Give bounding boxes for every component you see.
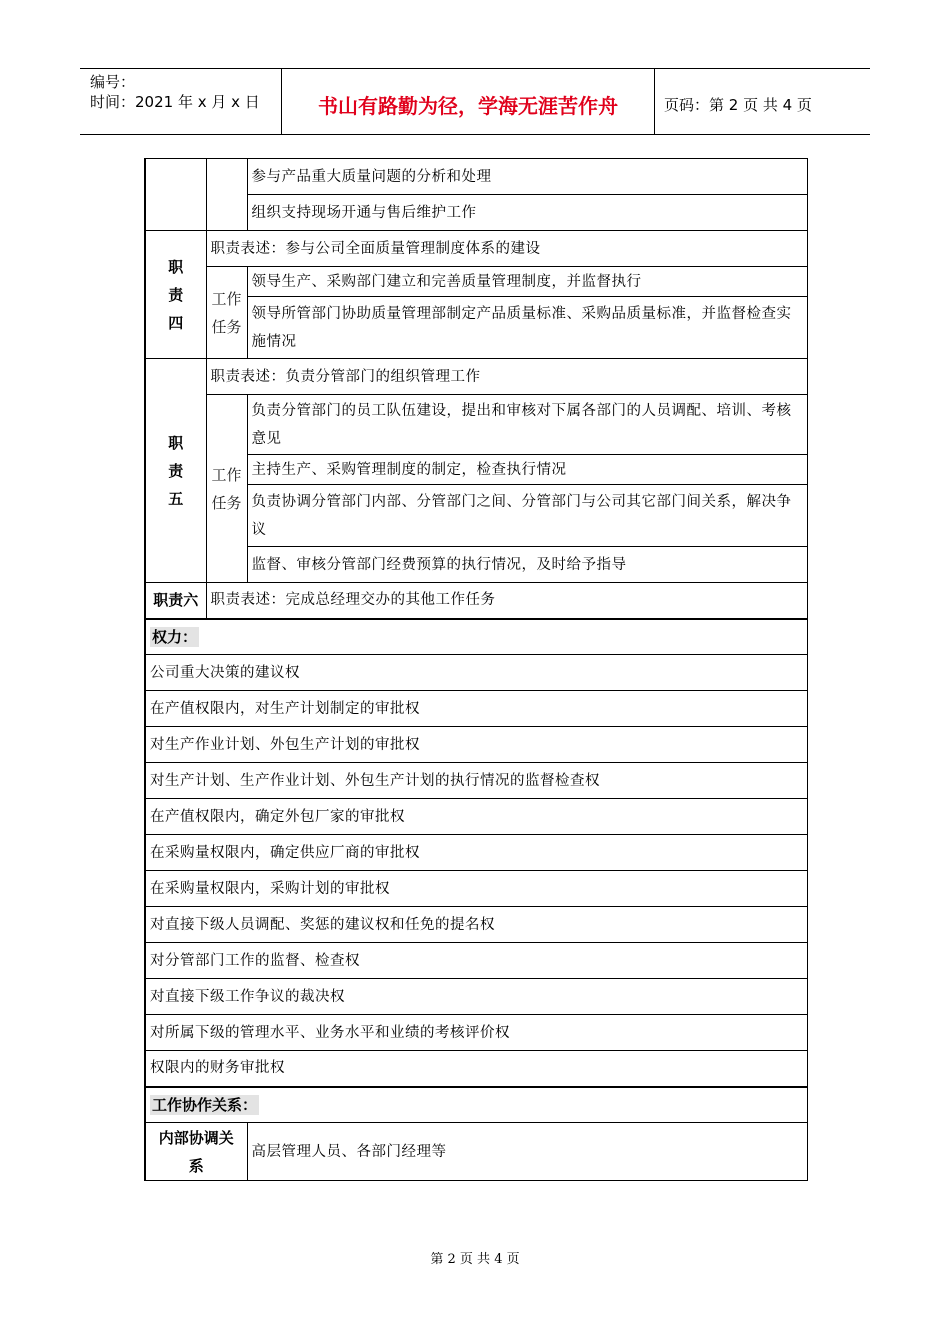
table-row — [145, 231, 807, 267]
table-row — [145, 619, 807, 655]
table-row — [145, 359, 807, 395]
power-item: 对直接下级人员调配、奖惩的建议权和任免的提名权 — [145, 907, 807, 943]
duty-4-statement: 职责表述：参与公司全面质量管理制度体系的建设 — [206, 231, 807, 267]
table-row — [145, 943, 807, 979]
power-item: 权限内的财务审批权 — [145, 1051, 807, 1087]
task-item: 领导所管部门协助质量管理部制定产品质量标准、采购品质量标准，并监督检查实施情况 — [247, 297, 807, 359]
header-top-rule — [80, 68, 870, 69]
cooperation-title-text: 工作协作关系： — [152, 1095, 258, 1114]
header-motto: 书山有路勤为径，学海无涯苦作舟 — [318, 94, 618, 118]
powers-section-title — [145, 619, 807, 655]
table-row — [145, 395, 807, 455]
power-item: 在采购量权限内，确定供应厂商的审批权 — [145, 835, 807, 871]
task-item: 负责协调分管部门内部、分管部门之间、分管部门与公司其它部门间关系，解决争议 — [247, 485, 807, 547]
table-row — [145, 691, 807, 727]
powers-title-text: 权力： — [152, 627, 198, 646]
document-number-label: 编号： — [90, 73, 136, 91]
header-divider-right — [654, 68, 655, 134]
power-item: 对所属下级的管理水平、业务水平和业绩的考核评价权 — [145, 1015, 807, 1051]
power-item: 在采购量权限内，采购计划的审批权 — [145, 871, 807, 907]
document-date: 时间：2021 年 x 月 x 日 — [90, 93, 260, 111]
table-row — [145, 727, 807, 763]
job-description-table — [144, 158, 808, 1181]
table-row — [145, 907, 807, 943]
table-row — [145, 1015, 807, 1051]
table-row — [145, 655, 807, 691]
power-item: 对直接下级工作争议的裁决权 — [145, 979, 807, 1015]
power-item: 对生产计划、生产作业计划、外包生产计划的执行情况的监督检查权 — [145, 763, 807, 799]
power-item: 对分管部门工作的监督、检查权 — [145, 943, 807, 979]
table-row — [145, 799, 807, 835]
table-row — [145, 1087, 807, 1123]
table-row — [145, 871, 807, 907]
page-footer: 第 2 页 共 4 页 — [430, 1252, 520, 1267]
duty-4-task-label: 工作 任务 — [206, 267, 247, 359]
duty-6-statement: 职责表述：完成总经理交办的其他工作任务 — [206, 583, 807, 619]
task-item: 负责分管部门的员工队伍建设，提出和审核对下属各部门的人员调配、培训、考核意见 — [247, 395, 807, 455]
task-item: 监督、审核分管部门经费预算的执行情况，及时给予指导 — [247, 547, 807, 583]
task-label-cell-empty — [206, 159, 247, 231]
table-row — [145, 583, 807, 619]
internal-coordination-value: 高层管理人员、各部门经理等 — [247, 1123, 807, 1181]
table-row — [145, 979, 807, 1015]
duty-label-cell-empty — [145, 159, 206, 231]
table-row — [145, 1051, 807, 1087]
table-row — [145, 267, 807, 297]
power-item: 公司重大决策的建议权 — [145, 655, 807, 691]
table-row — [145, 159, 807, 195]
task-item: 主持生产、采购管理制度的制定，检查执行情况 — [247, 455, 807, 485]
power-item: 对生产作业计划、外包生产计划的审批权 — [145, 727, 807, 763]
table-row — [145, 1123, 807, 1181]
header-bottom-rule — [80, 134, 870, 135]
task-item: 领导生产、采购部门建立和完善质量管理制度，并监督执行 — [247, 267, 807, 297]
duty-5-task-label: 工作 任务 — [206, 395, 247, 583]
task-item: 参与产品重大质量问题的分析和处理 — [247, 159, 807, 195]
cooperation-section-title — [145, 1087, 807, 1123]
internal-coordination-label: 内部协调关系 — [145, 1123, 247, 1181]
table-row — [145, 835, 807, 871]
duty-5-statement: 职责表述：负责分管部门的组织管理工作 — [206, 359, 807, 395]
header-page-number: 页码：第 2 页 共 4 页 — [664, 96, 812, 114]
task-item: 组织支持现场开通与售后维护工作 — [247, 195, 807, 231]
power-item: 在产值权限内，对生产计划制定的审批权 — [145, 691, 807, 727]
table-row — [145, 763, 807, 799]
duty-5-label: 职 责 五 — [145, 359, 206, 583]
duty-4-label: 职 责 四 — [145, 231, 206, 359]
power-item: 在产值权限内，确定外包厂家的审批权 — [145, 799, 807, 835]
duty-6-label: 职责六 — [145, 583, 206, 619]
header-divider-left — [281, 68, 282, 134]
